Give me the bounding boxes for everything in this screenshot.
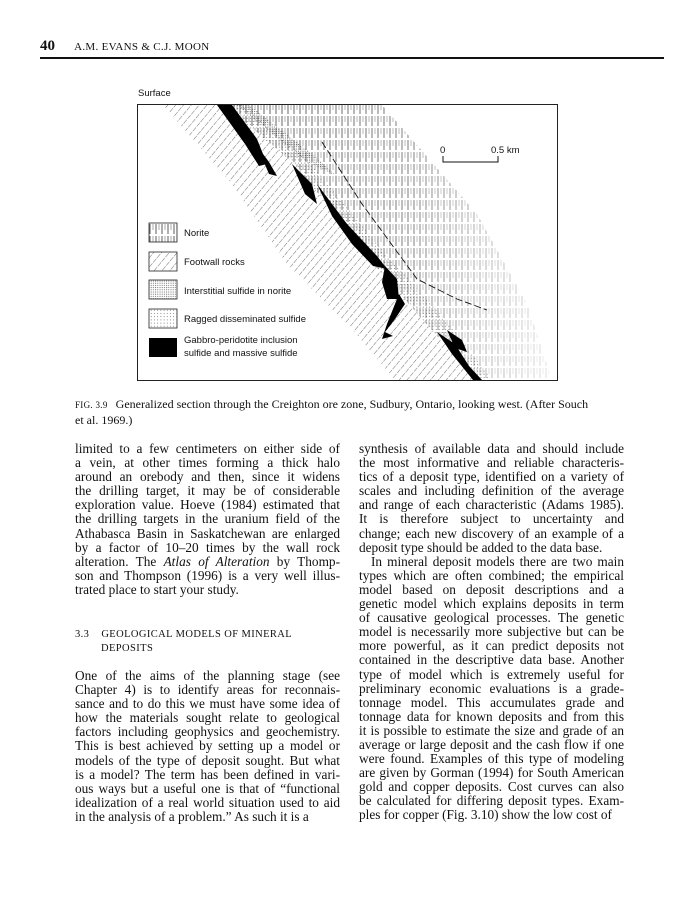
- text-line: exploration value. Hoeve (1984) estimated that: [75, 497, 340, 513]
- text-line: were found. Examples of this type of modeling: [359, 751, 624, 767]
- section-number: 3.3: [75, 629, 90, 640]
- text-line: tics of a deposit type, identified on a variety of: [359, 469, 624, 485]
- text-line: ples for copper (Fig. 3.10) show the low cost of: [359, 807, 612, 823]
- text-line: trated place to start your study.: [75, 581, 239, 597]
- text-line: a vein, at other times forming a thick halo: [75, 455, 340, 471]
- text-line: Chapter 4) is to identify areas for reconnais-: [75, 682, 340, 698]
- figure-3-9-section: [137, 104, 558, 382]
- text-line: Athabasca Basin in Saskatchewan are enlarged: [75, 525, 340, 541]
- text-line: models of the type of deposit sought. But what: [75, 752, 340, 768]
- running-header: [40, 35, 209, 55]
- text-line: contained in the descriptive data base. Another: [359, 652, 624, 668]
- text-line: the most informative and reliable characteris-: [359, 455, 624, 471]
- section-title-line2: DEPOSITS: [101, 643, 154, 654]
- book-title: Atlas of Alteration: [163, 553, 270, 569]
- svg-text:sulfide and massive sulfide: sulfide and massive sulfide: [184, 348, 298, 359]
- running-header-authors: A.M. EVANS & C.J. MOON: [74, 41, 210, 53]
- svg-text:Norite: Norite: [184, 228, 210, 239]
- text-line: by a factor of 10–20 times by the wall rock: [75, 539, 340, 555]
- text-line: scales and including definition of the average: [359, 483, 624, 499]
- text-line: In mineral deposit models there are two main: [371, 553, 624, 569]
- svg-text:Footwall rocks: Footwall rocks: [184, 257, 245, 268]
- figure-number: FIG. 3.9: [75, 400, 108, 410]
- text-line: around an orebody and then, since it widens: [75, 469, 340, 485]
- text-line: type of model which is extremely useful for: [359, 666, 624, 682]
- section-title: GEOLOGICAL MODELS OF MINERAL: [101, 629, 293, 640]
- text-line: tonnage model. This accumulates grade and: [359, 694, 624, 710]
- text-line: the drilling targets in the uranium field of the: [75, 511, 340, 527]
- text-line: types which are often combined; the empirical: [359, 567, 624, 583]
- left-column-para2: [75, 669, 340, 824]
- text-line: more powerful, as it can predict deposits not: [359, 638, 624, 654]
- text-line: factors including geophysics and geochemistry.: [75, 724, 340, 740]
- text-line: limited to a few centimeters on either side of: [75, 441, 340, 456]
- text-line: idealization of a real world situation used to aid: [75, 794, 340, 810]
- text-line: This is best achieved by setting up a model or: [75, 738, 340, 754]
- text-line: son and Thompson (1996) is a very well illus-: [75, 567, 340, 583]
- section-heading: [75, 628, 292, 656]
- caption-line: Generalized section through the Creighton ore zone, Sudbury, Ontario, looking west. (After Souch: [115, 397, 589, 411]
- text-line: in the analysis of a problem.” As such it is a: [75, 808, 309, 824]
- text-line: genetic model which explains deposits in term: [359, 596, 624, 612]
- text-line: model based on deposit descriptions and a: [359, 581, 624, 597]
- left-column-para1: [75, 442, 340, 597]
- text-line: synthesis of available data and should include: [359, 441, 624, 456]
- right-column-para2: [359, 555, 624, 823]
- right-column-para1: [359, 442, 624, 555]
- text-line: gold and copper deposits. Cost curves can also: [359, 779, 624, 795]
- text-line: how the materials sought relate to geological: [75, 710, 340, 726]
- text-line: model is necessarily more subjective but can be: [359, 624, 624, 640]
- text-line: preliminary economic evaluations is a grade-: [359, 680, 624, 696]
- text-line: ous ways but a useful one is that of “functional: [75, 780, 340, 796]
- text-line: change; each new discovery of an example of a: [359, 525, 624, 541]
- caption-line: et al. 1969.): [75, 413, 133, 427]
- text-line: alteration. The Atlas of Alteration by Thomp-: [75, 553, 340, 569]
- text-line: and range of each characteristic (Adams 1985).: [359, 497, 624, 513]
- svg-text:Gabbro-peridotite inclusion: Gabbro-peridotite inclusion: [184, 335, 298, 346]
- figure-caption: [75, 397, 625, 428]
- text-line: deposit type should be added to the data base.: [359, 539, 603, 555]
- text-line: of causative geological processes. The genetic: [359, 610, 624, 626]
- text-line: One of the aims of the planning stage (see: [75, 668, 340, 683]
- svg-text:Ragged disseminated sulfide: Ragged disseminated sulfide: [184, 314, 306, 325]
- scale-end: 0.5 km: [491, 145, 520, 156]
- surface-label: Surface: [138, 88, 171, 99]
- text-line: tonnage data for known deposits and from this: [359, 708, 624, 724]
- text-line: sance and to do this we must have some idea of: [75, 696, 340, 712]
- text-line: be calculated for differing deposit types. Exam-: [359, 793, 624, 809]
- text-line: are given by Gorman (1994) for South American: [359, 765, 624, 781]
- scale-zero: 0: [440, 145, 446, 156]
- header-rule: [40, 57, 664, 59]
- text-line: average or large deposit and the cash flow if one: [359, 737, 624, 753]
- text-line: is a model? The term has been defined in vari-: [75, 766, 340, 782]
- text-line: It is therefore subject to uncertainty and: [359, 511, 624, 527]
- svg-text:Interstitial sulfide in norite: Interstitial sulfide in norite: [184, 286, 292, 297]
- text-line: it is possible to estimate the size and grade of an: [359, 722, 624, 738]
- text-line: the drilling target, it may be of considerable: [75, 483, 340, 499]
- page-number: 40: [40, 38, 55, 54]
